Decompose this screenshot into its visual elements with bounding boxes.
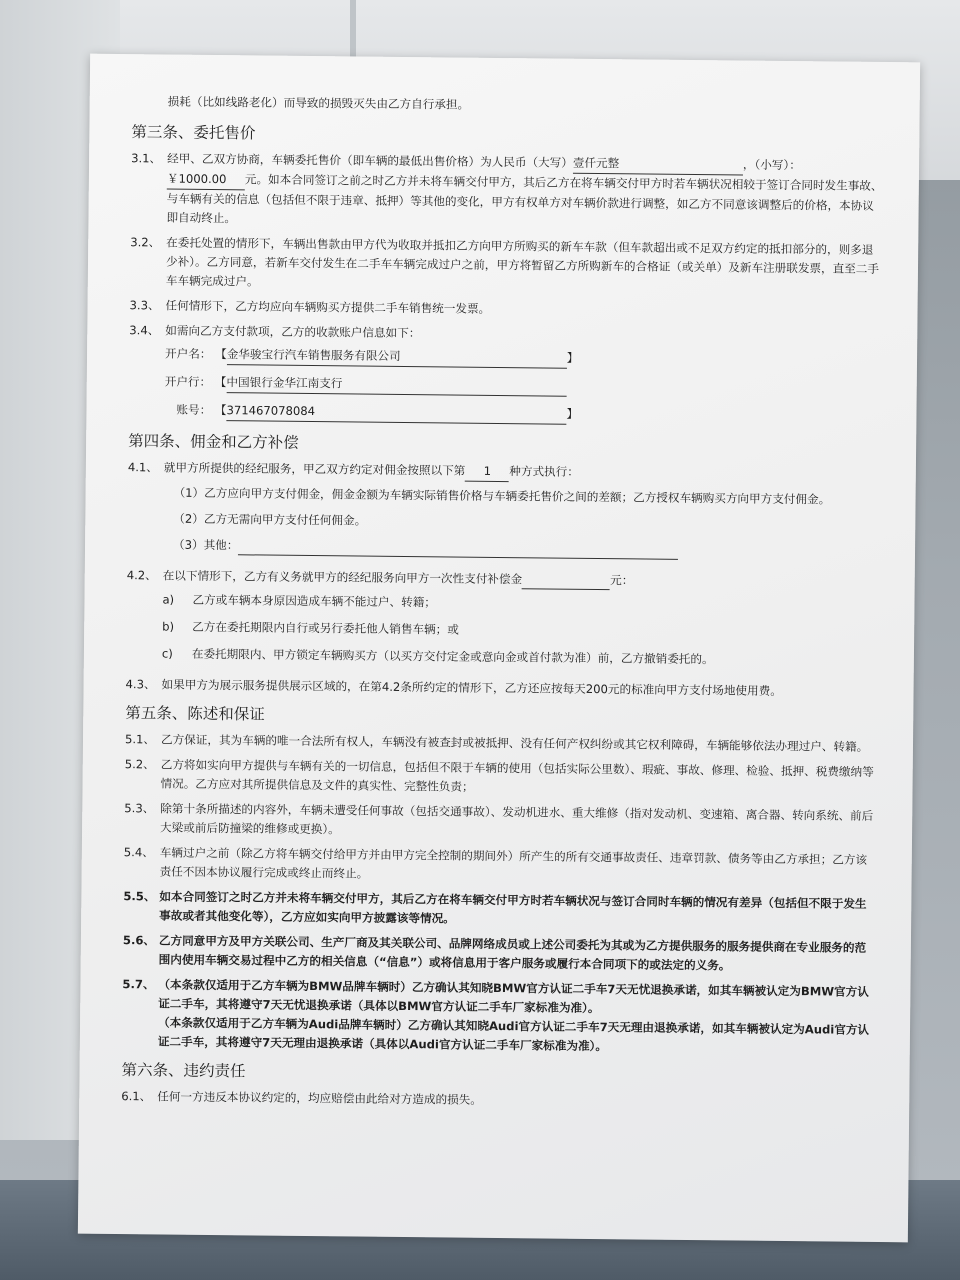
case-a bbox=[126, 590, 878, 617]
account-label: 账号： bbox=[176, 402, 212, 417]
bank-branch-row bbox=[165, 372, 881, 399]
clause-number: 6.1、 bbox=[121, 1089, 152, 1104]
clause-5-7 bbox=[122, 975, 875, 1059]
clause-number: 5.7、 bbox=[122, 977, 155, 992]
bank-branch-value: 中国银行金华江南支行 bbox=[226, 373, 566, 397]
bank-branch-label: 开户行： bbox=[164, 374, 212, 389]
option-3-label: （3）其他： bbox=[172, 537, 239, 553]
bank-name-label: 开户名： bbox=[164, 346, 212, 361]
case-mark: a) bbox=[162, 592, 175, 607]
clause-text: 经甲、乙双方协商，车辆委托售价（即车辆的最低出售价格）为人民币（大写） bbox=[167, 151, 573, 170]
article-4-title: 第四条、佣金和乙方补偿 bbox=[128, 432, 299, 452]
article-3-title: 第三条、委托售价 bbox=[131, 123, 256, 143]
clause-text: 乙方保证，其为车辆的唯一合法所有权人，车辆没有被查封或被抵押、没有任何产权纠纷或其它权利障碍，车辆能够依法办理过户、转籍。 bbox=[160, 732, 869, 754]
clause-number: 5.2、 bbox=[124, 757, 155, 772]
clause-6-1 bbox=[121, 1087, 873, 1114]
carryover-line: 损耗（比如线路老化）而导致的损毁灭失由乙方自行承担。 bbox=[167, 94, 470, 112]
commission-choice: 1 bbox=[465, 462, 509, 482]
clause-text: 元： bbox=[610, 573, 634, 588]
clause-3-2 bbox=[130, 233, 883, 298]
option-3 bbox=[127, 535, 879, 562]
page-content bbox=[121, 92, 884, 1120]
clause-number: 5.1、 bbox=[124, 732, 156, 747]
clause-text: 元。如本合同签订之前之时乙方并未将车辆交付甲方，其后乙方在将车辆交付甲方时若车辆状况相较于签订合同时发生事故、与车辆有关的信息（包括但不限于违章、抵押）等其他的变化，甲方有权单方对车辆价款进行调整，如乙方不同意该调整后的价格，本协议即自动终止。 bbox=[166, 172, 883, 226]
bank-name-value: 金华骏宝行汽车销售服务有限公司 bbox=[227, 345, 567, 369]
clause-text: 除第十条所描述的内容外，车辆未遭受任何事故（包括交通事故）、发动机进水、重大维修（指对发动机、变速箱、离合器、转向系统、前后大梁或前后防撞梁的维修或更换）。 bbox=[160, 801, 874, 837]
clause-3-3 bbox=[129, 296, 881, 323]
clause-number: 4.1、 bbox=[127, 460, 158, 475]
clause-5-2 bbox=[124, 755, 876, 801]
account-row bbox=[164, 400, 880, 427]
compensation-blank bbox=[522, 574, 610, 590]
clause-text: 在委托处置的情形下，车辆出售款由甲方代为收取并抵扣乙方向甲方所购买的新车车款（但车款超出或不足双方约定的抵扣部分的，则多退少补）。乙方同意，若新车交付发生在二手车车辆完成过户之前，甲方将暂留乙方所购新车的合格证（或关单）及新车注册联发票，直至二手车车辆完成过户。 bbox=[165, 235, 880, 289]
price-uppercase: 壹仟元整 bbox=[573, 154, 743, 176]
clause-number: 3.2、 bbox=[130, 235, 161, 250]
case-mark: b) bbox=[162, 619, 175, 634]
case-b bbox=[126, 617, 878, 644]
bank-name-row bbox=[165, 344, 881, 371]
clause-3-4 bbox=[129, 321, 881, 348]
clause-number: 5.3、 bbox=[124, 801, 155, 816]
clause-4-2 bbox=[127, 566, 879, 593]
case-mark: c) bbox=[161, 646, 173, 661]
account-value: 371467078084 bbox=[226, 401, 566, 425]
case-c bbox=[126, 644, 878, 671]
clause-4-3 bbox=[125, 675, 877, 702]
clause-text-bmw: （本条款仅适用于乙方车辆为BMW品牌车辆时）乙方确认其知晓BMW官方认证二手车7天无忧退换承诺，如其车辆被认定为BMW官方认证二手车，其将遵守7天无忧退换承诺（具体以BMW官方认证二手车厂家标准为准）。 bbox=[158, 977, 869, 1016]
clause-number: 5.4、 bbox=[123, 845, 154, 860]
clause-5-6 bbox=[123, 931, 875, 977]
clause-number: 5.5、 bbox=[123, 889, 156, 904]
clause-number: 4.3、 bbox=[125, 677, 156, 692]
case-text: 乙方或车辆本身原因造成车辆不能过户、转籍； bbox=[192, 592, 437, 610]
clause-text: 任何一方违反本协议约定的，均应赔偿由此给对方造成的损失。 bbox=[157, 1089, 482, 1107]
clause-number: 3.3、 bbox=[129, 298, 160, 313]
clause-text: 就甲方所提供的经纪服务，甲乙双方约定对佣金按照以下第 bbox=[163, 460, 466, 478]
clause-text-audi: （本条款仅适用于乙方车辆为Audi品牌车辆时）乙方确认其知晓Audi官方认证二手车7天无理由退换承诺，如其车辆被认定为Audi官方认证二手车，其将遵守7天无理由退换承诺（具体以Audi官方认证二手车厂家标准为准）。 bbox=[157, 1015, 870, 1054]
clause-3-1 bbox=[130, 149, 883, 235]
clause-text: 如果甲方为展示服务提供展示区域的，在第4.2条所约定的情形下，乙方还应按每天200元的标准向甲方支付场地使用费。 bbox=[161, 677, 782, 698]
clause-text: 任何情形下，乙方均应向车辆购买方提供二手车销售统一发票。 bbox=[165, 298, 491, 316]
clause-number: 4.2、 bbox=[126, 568, 157, 583]
contract-page bbox=[78, 54, 920, 1243]
option-2: （2）乙方无需向甲方支付任何佣金。 bbox=[173, 511, 367, 528]
clause-text: 乙方将如实向甲方提供与车辆有关的一切信息，包括但不限于车辆的使用（包括实际公里数）、瑕疵、事故、修理、检验、抵押、税费缴纳等情况。乙方应对其所提供信息及文件的真实性、完整性负责； bbox=[160, 757, 874, 794]
bracket-open: 【 bbox=[214, 403, 227, 418]
clause-5-3 bbox=[124, 799, 876, 845]
clause-5-1 bbox=[125, 730, 877, 757]
bracket-open: 【 bbox=[215, 347, 227, 362]
article-6-title: 第六条、违约责任 bbox=[121, 1061, 246, 1081]
clause-number: 3.1、 bbox=[131, 151, 162, 166]
clause-5-4 bbox=[124, 843, 876, 889]
clause-text: ，（小写）： bbox=[742, 157, 801, 173]
option-1: （1）乙方应向甲方支付佣金，佣金金额为车辆实际销售价格与车辆委托售价之间的差额；乙方授权车辆购买方向甲方支付佣金。 bbox=[173, 485, 831, 507]
option-3-blank bbox=[238, 540, 678, 560]
clause-4-1 bbox=[128, 458, 880, 486]
clause-text: 种方式执行： bbox=[509, 464, 579, 479]
case-text: 在委托期限内、甲方锁定车辆购买方（以买方交付定金或意向金或首付款为准）前，乙方撤销委托的。 bbox=[191, 646, 714, 667]
case-text: 乙方在委托期限内自行或另行委托他人销售车辆；或 bbox=[192, 619, 459, 637]
clause-number: 3.4、 bbox=[129, 323, 160, 338]
clause-text: 车辆过户之前（除乙方将车辆交付给甲方并由甲方完全控制的期间外）所产生的所有交通事故责任、违章罚款、债务等由乙方承担；乙方该责任不因本协议履行完成或终止而终止。 bbox=[159, 845, 868, 881]
bracket-close: 】 bbox=[566, 350, 579, 365]
clause-number: 5.6、 bbox=[122, 933, 156, 948]
bracket-close: 】 bbox=[566, 406, 579, 421]
price-lowercase: ￥1000.00 bbox=[167, 169, 245, 190]
clause-text: 在以下情形下，乙方有义务就甲方的经纪服务向甲方一次性支付补偿金 bbox=[162, 568, 523, 587]
clause-text: 如需向乙方支付款项，乙方的收款账户信息如下： bbox=[165, 323, 421, 341]
clause-text: 如本合同签订之时乙方并未将车辆交付甲方，其后乙方在将车辆交付甲方时若车辆状况与签订合同时车辆的情况有差异（包括但不限于发生事故或者其他变化等），乙方应如实向甲方披露该等情况。 bbox=[159, 889, 867, 926]
article-5-title: 第五条、陈述和保证 bbox=[125, 704, 265, 724]
bracket-open: 【 bbox=[214, 375, 227, 390]
clause-5-5 bbox=[123, 887, 875, 933]
clause-text: 乙方同意甲方及甲方关联公司、生产厂商及其关联公司、品牌网络成员或上述公司委托为其或为乙方提供服务的服务提供商在专业服务的范围内使用车辆交易过程中乙方的相关信息（“信息”）或将信息用于客户服务或履行本合同项下的或法定的义务。 bbox=[158, 933, 867, 973]
